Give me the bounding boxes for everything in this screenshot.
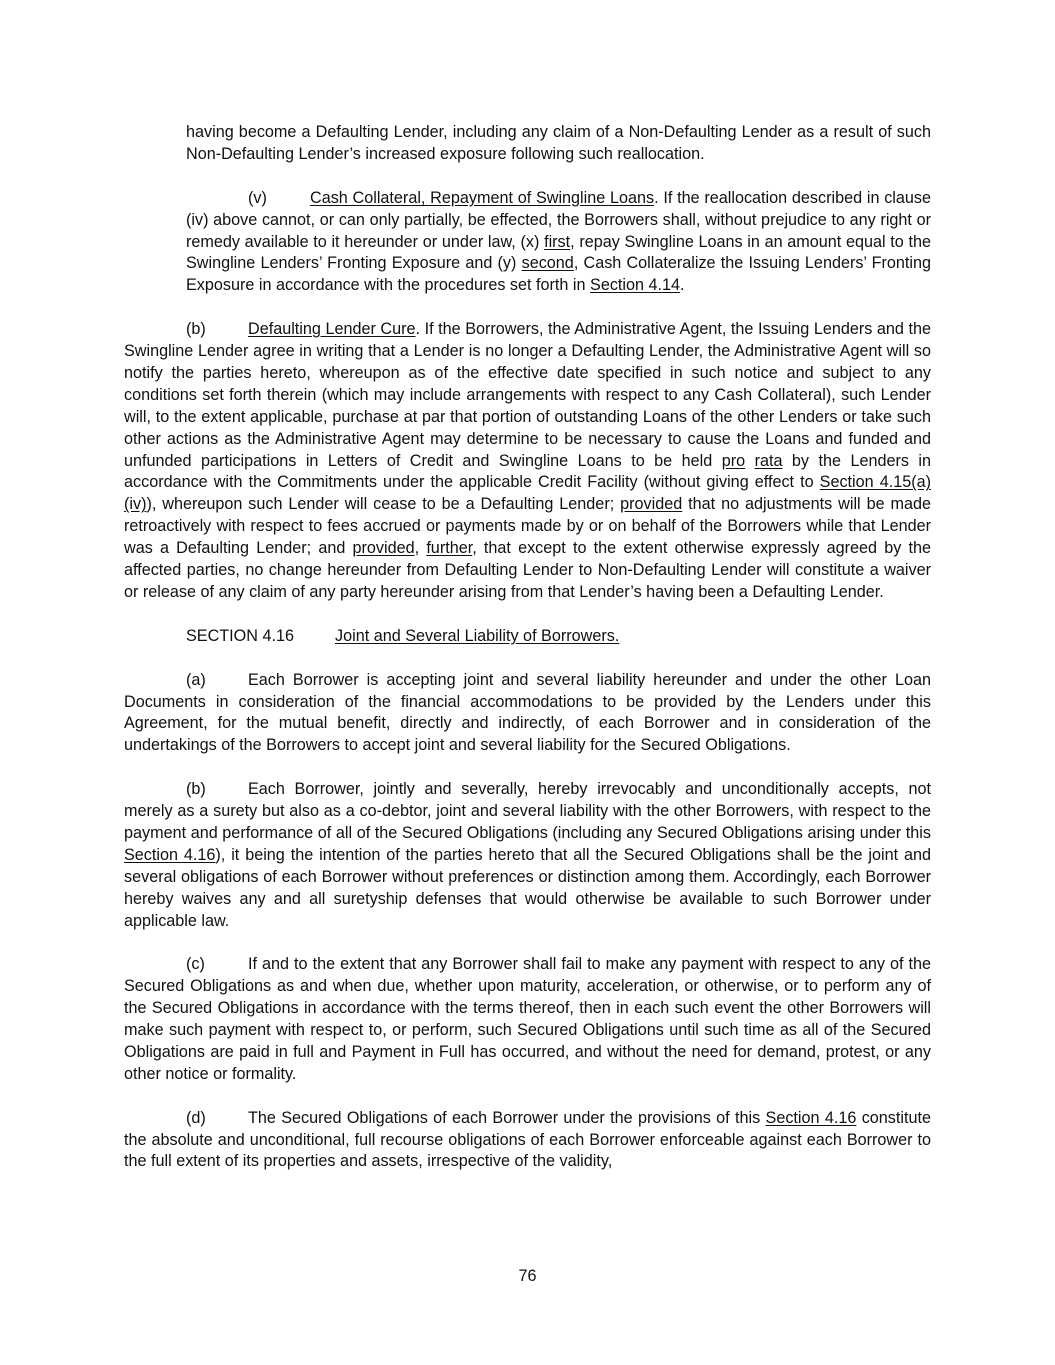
section-reference: Section 4.14 bbox=[590, 276, 681, 295]
section-title: Joint and Several Liability of Borrowers. bbox=[335, 626, 620, 645]
paragraph-text: having become a Defaulting Lender, including any claim of a Non-Defaulting Lender as a result of such Non-Defaulting Lender’s increased exposure following such reallocation. bbox=[186, 123, 931, 163]
paragraph-continuation bbox=[186, 122, 931, 166]
emphasis-term: pro bbox=[721, 451, 746, 470]
text-run bbox=[745, 452, 754, 470]
clause-label: (v) bbox=[248, 188, 267, 207]
paragraph-clause-v bbox=[186, 188, 931, 298]
emphasis-term: first bbox=[544, 232, 571, 251]
clause-label: (b) bbox=[186, 320, 206, 339]
clause-label: (d) bbox=[186, 1108, 206, 1127]
text-run: ), whereupon such Lender will cease to be a Defaulting Lender; bbox=[146, 495, 621, 514]
emphasis-term: further bbox=[426, 539, 473, 558]
text-run: . If the Borrowers, the Administrative Agent, the Issuing Lenders and the Swingline Lender agree in writing that a Lender is no longer a Defaulting Lender, the Administrative Agent will so notify the parties hereto, whereupon as of the effective date specified in such notice and subject to any conditions set forth therein (which may include arrangements with respect to any Cash Collateral), such Lender will, to the extent applicable, purchase at par that portion of outstanding Loans of the other Lenders or take such other actions as the Administrative Agent may determine to be necessary to cause the Loans and funded and unfunded participations in Letters of Credit and Swingline Loans to be held bbox=[124, 320, 931, 470]
page-number: 76 bbox=[518, 1267, 537, 1285]
emphasis-term: rata bbox=[754, 451, 783, 470]
emphasis-term: second bbox=[521, 254, 574, 273]
clause-heading: Defaulting Lender Cure bbox=[248, 320, 416, 339]
text-run: The Secured Obligations of each Borrower under the provisions of this bbox=[248, 1108, 766, 1127]
section-heading bbox=[186, 626, 931, 648]
text-run: constitute the absolute and unconditional, full recourse obligations of each Borrower enforceable against each Borrower to the full extent of its properties and assets, irrespective of the validity, bbox=[124, 1108, 931, 1171]
document-page bbox=[124, 122, 931, 1195]
text-run: that no adjustments will be made retroactively with respect to fees accrued or payments made by or on behalf of the Borrowers while that Lender was a Defaulting Lender; and bbox=[124, 495, 931, 558]
section-reference: Section 4.16 bbox=[124, 845, 216, 864]
paragraph-text: Each Borrower is accepting joint and several liability hereunder and under the other Loan Documents in consideration of the financial accommodations to be provided by the Lenders under this Agreement, for the mutual benefit, directly and indirectly, of each Borrower and in consideration of the undertakings of the Borrowers to accept joint and several liability for the Secured Obligations. bbox=[124, 670, 931, 755]
paragraph-b bbox=[124, 779, 931, 932]
text-run: . If the reallocation described in clause (iv) above cannot, or can only partially, be effected, the Borrowers shall, without prejudice to any right or remedy available to it hereunder or under law, (x) bbox=[186, 188, 931, 251]
paragraph-d bbox=[124, 1108, 931, 1174]
emphasis-term: provided bbox=[620, 495, 683, 514]
text-run: ), it being the intention of the parties hereto that all the Secured Obligations shall be the joint and several obligations of each Borrower without preferences or distinction among them. Accordingly, each Borrower hereby waives any and all suretyship defenses that would otherwise be available to such Borrower under applicable law. bbox=[124, 845, 931, 930]
text-run: , that except to the extent otherwise expressly agreed by the affected parties, no change hereunder from Defaulting Lender to Non-Defaulting Lender will constitute a waiver or release of any claim of any party hereunder arising from that Lender’s having been a Defaulting Lender. bbox=[124, 539, 931, 601]
paragraph-a bbox=[124, 670, 931, 758]
text-run: , repay Swingline Loans in an amount equal to the Swingline Lenders’ Fronting Exposure and (y) bbox=[186, 232, 931, 273]
section-reference: Section 4.16 bbox=[765, 1108, 857, 1127]
section-number: SECTION 4.16 bbox=[186, 626, 294, 645]
paragraph-c bbox=[124, 954, 931, 1085]
text-run: . bbox=[680, 276, 685, 295]
paragraph-text: If and to the extent that any Borrower shall fail to make any payment with respect to any of the Secured Obligations as and when due, whether upon maturity, acceleration, or otherwise, or to perform any of the Secured Obligations in accordance with the terms thereof, then in each such event the other Borrowers will make such payment with respect to, or perform, such Secured Obligations until such time as all of the Secured Obligations are paid in full and Payment in Full has occurred, and without the need for demand, protest, or any other notice or formality. bbox=[124, 955, 931, 1083]
text-run: by the Lenders in accordance with the Commitments under the applicable Credit Facility (without giving effect to bbox=[124, 451, 932, 492]
text-run: , bbox=[414, 539, 427, 558]
clause-label: (a) bbox=[186, 670, 206, 689]
clause-heading: Cash Collateral, Repayment of Swingline Loans bbox=[310, 188, 655, 207]
emphasis-term: provided bbox=[352, 539, 415, 558]
section-reference: Section 4.15(a)(iv) bbox=[124, 473, 931, 514]
paragraph-defaulting-lender-cure bbox=[124, 319, 931, 604]
clause-label: (b) bbox=[186, 780, 206, 799]
text-run: Each Borrower, jointly and severally, hereby irrevocably and unconditionally accepts, not merely as a surety but also as a co-debtor, joint and several liability with the other Borrowers, with respect to the payment and performance of all of the Secured Obligations (including any Secured Obligations arising under this bbox=[124, 780, 931, 842]
clause-label: (c) bbox=[186, 955, 205, 974]
text-run: , Cash Collateralize the Issuing Lenders’ Fronting Exposure in accordance with the procedures set forth in bbox=[186, 254, 932, 295]
